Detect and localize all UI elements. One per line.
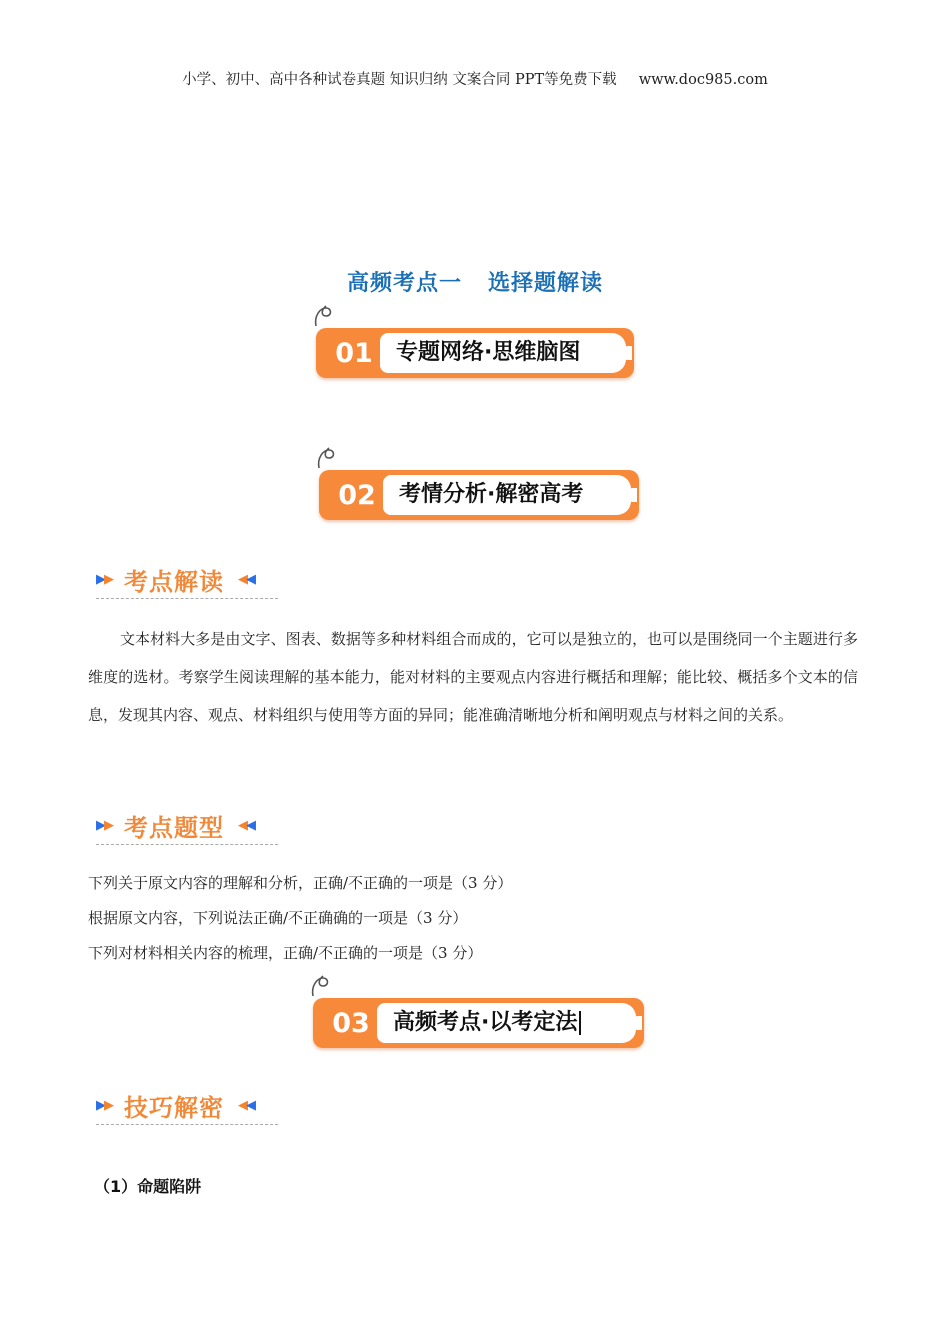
section-heading-jiqiao xyxy=(96,1088,254,1128)
header-site[interactable]: www.doc985.com xyxy=(638,72,768,88)
list-item: 根据原文内容，下列说法正确/不正确确的一项是（3 分） xyxy=(88,909,468,927)
title-part1: 高频考点一 xyxy=(346,271,462,296)
banner-01 xyxy=(316,318,634,378)
banner-label-box xyxy=(380,333,626,373)
right-arrows-icon: ▶▶ xyxy=(96,572,112,587)
list-item: 下列对材料相关内容的梳理，正确/不正确的一项是（3 分） xyxy=(88,944,483,962)
section-heading-jiedu xyxy=(96,562,254,602)
banner-number: 02 xyxy=(338,480,376,511)
section-title: 技巧解密 xyxy=(124,1094,224,1122)
banner-label-box xyxy=(377,1003,636,1043)
document-title xyxy=(0,266,950,297)
subheading: （1）命题陷阱 xyxy=(94,1177,202,1196)
title-part2: 选择题解读 xyxy=(488,271,604,296)
banner-number: 01 xyxy=(335,338,373,369)
section-title: 考点题型 xyxy=(124,814,224,842)
dashed-divider xyxy=(96,598,278,599)
text-cursor xyxy=(579,1011,581,1035)
banner-02 xyxy=(319,460,639,520)
dashed-divider xyxy=(96,844,278,845)
banner-label-box xyxy=(383,475,631,515)
list-item: 下列关于原文内容的理解和分析，正确/不正确的一项是（3 分） xyxy=(88,874,513,892)
right-arrows-icon: ▶▶ xyxy=(96,1098,112,1113)
left-arrows-icon: ◀◀ xyxy=(238,818,254,833)
paragraph-text: 文本材料大多是由文字、图表、数据等多种材料组合而成的，它可以是独立的，也可以是围绕同一个主题进行多维度的选材。考察学生阅读理解的基本能力，能对材料的主要观点内容进行概括和理解；能比较、概括多个文本的信息，发现其内容、观点、材料组织与使用等方面的异同；能准确清晰地分析和阐明观点与材料之间的关系。 xyxy=(88,630,858,724)
dashed-divider xyxy=(96,1124,278,1125)
header-text: 小学、初中、高中各种试卷真题 知识归纳 文案合同 PPT等免费下载 xyxy=(182,72,617,88)
section-heading-tixing xyxy=(96,808,254,848)
right-arrows-icon: ▶▶ xyxy=(96,818,112,833)
curl-icon xyxy=(315,442,339,472)
banner-03 xyxy=(313,988,644,1048)
tixing-list xyxy=(88,866,858,971)
section-title: 考点解读 xyxy=(124,568,224,596)
banner-label: 考情分析·解密高考 xyxy=(399,482,584,507)
banner-label: 专题网络·思维脑图 xyxy=(396,340,581,365)
curl-icon xyxy=(312,300,336,330)
page-header xyxy=(0,68,950,89)
curl-icon xyxy=(309,970,333,1000)
banner-number: 03 xyxy=(332,1008,370,1039)
jiedu-paragraph xyxy=(88,620,858,734)
banner-label: 高频考点·以考定法 xyxy=(393,1010,578,1035)
left-arrows-icon: ◀◀ xyxy=(238,1098,254,1113)
left-arrows-icon: ◀◀ xyxy=(238,572,254,587)
